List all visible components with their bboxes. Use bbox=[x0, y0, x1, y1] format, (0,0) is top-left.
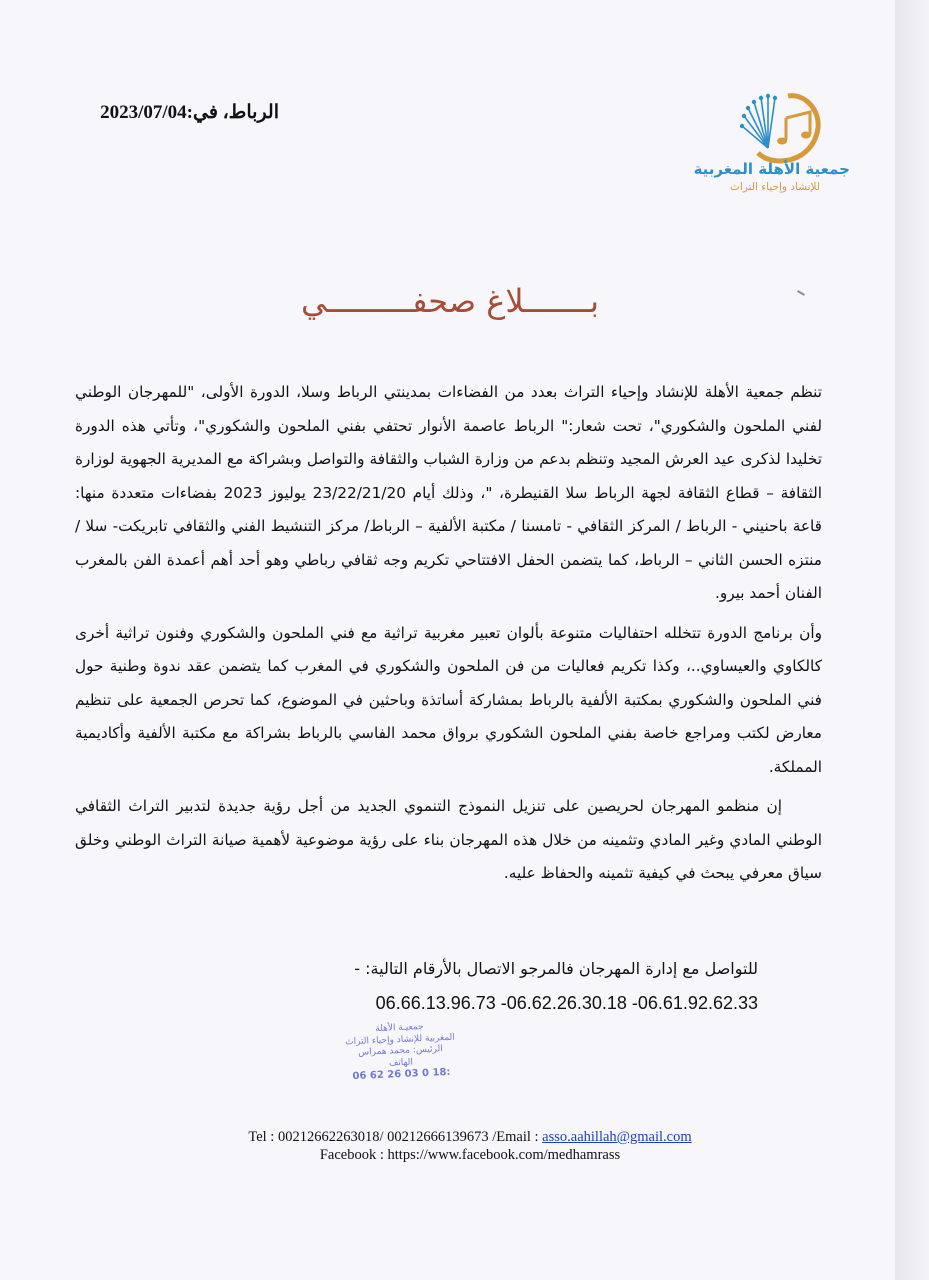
stamp-phone: 06 62 26 03 0 18: bbox=[352, 1066, 451, 1083]
logo-subtitle: للإنشاد وإحياء التراث bbox=[730, 181, 820, 193]
footer-tel: Tel : 00212662263018/ 00212666139673 /Email : bbox=[248, 1129, 543, 1145]
date-line: الرباط، في:2023/07/04 bbox=[100, 102, 279, 123]
press-release-body bbox=[75, 376, 822, 897]
stamp-line-4: الهاتف bbox=[388, 1056, 414, 1069]
stamp-line-1: جمعيـة الأهلة bbox=[375, 1021, 424, 1035]
paragraph-1: تنظم جمعية الأهلة للإنشاد وإحياء التراث بعدد من الفضاءات بمدينتي الرباط وسلا، الدورة الأولى، "للمهرجان الوطني لفني الملحون والشكوري"، تحت شعار:" الرباط عاصمة الأنوار تحتفي بفني الملحون والشكوري"، وتأتي هذه الدورة تخليدا لذكرى عيد العرش المجيد وتنظم بدعم من وزارة الشباب والثقافة والتواصل وبشراكة مع المديرية الجهوية لوزارة الثقافة – قطاع الثقافة لجهة الرباط سلا القنيطرة، "، وذلك أيام 23/22/21/20 يوليوز 2023 بفضاءات متعددة منها: قاعة باحنيني - الرباط / المركز الثقافي - تامسنا / مكتبة الألفية – الرباط/ مركز التنشيط الفني والثقافي تابريكت- سلا / منتزه الحسن الثاني – الرباط، كما يتضمن الحفل الافتتاحي تكريم وجه ثقافي رباطي وهو أحد أهم أعمدة الفن بالمغرب الفنان أحمد بيرو. bbox=[75, 383, 823, 602]
footer-contact-line bbox=[150, 1128, 790, 1146]
paragraph-3: إن منظمو المهرجان لحريصين على تنزيل النموذج التنموي الجديد من أجل رؤية جديدة لتدبير التراث الثقافي الوطني المادي وغير المادي وتثمينه من خلال هذه المهرجان بناء على رؤية موضوعية لأهمية صيانة التراث الوطني وخلق سياق معرفي يبحث في كيفية تثمينه والحفاظ عليه. bbox=[75, 797, 822, 882]
contact-line: للتواصل مع إدارة المهرجان فالمرجو الاتصال بالأرقام التالية: - bbox=[354, 959, 758, 978]
contact-phones: 06.66.13.96.73 -06.62.26.30.18 -06.61.92.62.33 bbox=[375, 993, 758, 1013]
scan-edge bbox=[895, 0, 929, 1280]
footer bbox=[150, 1128, 790, 1164]
paragraph-2: وأن برنامج الدورة تتخلله احتفاليات متنوعة بألوان تعبير مغربية تراثية مع فني الملحون والشكوري وفنون تراثية أخرى كالكاوي والعيساوي..، وكذا تكريم فعاليات من فن الملحون والشكوري في المغرب كما يتضمن عقد ندوة وطنية حول فني الملحون والشكوري بمكتبة الألفية بالرباط بمشاركة أساتذة وباحثين في الموضوع، كما تحرص الجمعية على تنظيم معارض لكتب ومراجع خاصة بفني الملحون الشكوري برواق محمد الفاسي بالرباط بشراكة مع مكتبة الألفية وأكاديمية المملكة. bbox=[75, 623, 822, 776]
association-stamp bbox=[317, 1019, 484, 1084]
footer-facebook[interactable]: Facebook : https://www.facebook.com/medhamrass bbox=[319, 1147, 621, 1163]
stamp-line-3: الرئيس: محمد همراس bbox=[357, 1044, 443, 1058]
footer-email-link[interactable]: asso.aahillah@gmail.com bbox=[542, 1129, 692, 1145]
stamp-line-2: المغربية للإنشاد وإحياء التراث bbox=[344, 1032, 456, 1047]
document-title: بـــــــلاغ صحفـــــــــي bbox=[301, 282, 599, 320]
contact-block bbox=[210, 952, 758, 1020]
logo-name: جمعية الأهلة المغربية bbox=[693, 160, 850, 178]
association-logo-icon bbox=[718, 78, 838, 198]
